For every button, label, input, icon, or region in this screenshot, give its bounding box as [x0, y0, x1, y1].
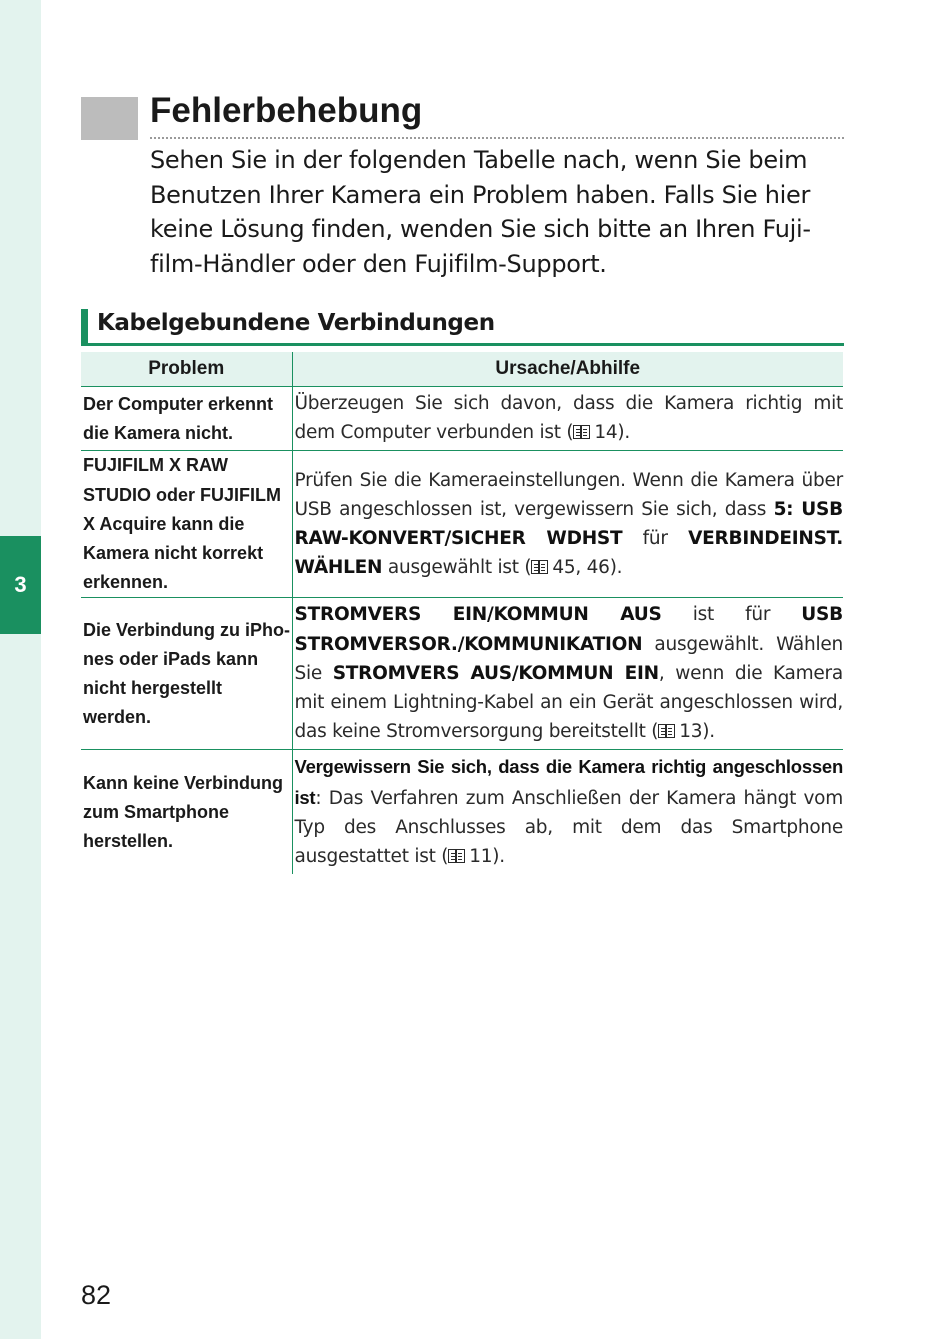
- page-title: Fehlerbehebung: [150, 91, 423, 130]
- cause-text: ausgewählt. Wählen Sie: [294, 633, 843, 684]
- cause-cell: [292, 598, 843, 750]
- menu-item-usb-raw: 5: USB RAW-KONVERT/SICHER WDHST: [294, 498, 843, 549]
- menu-item-stromvers-aus: STROMVERS AUS/KOMMUN EIN: [332, 662, 659, 684]
- page-ref: 11).: [469, 846, 505, 868]
- cause-text: Überzeugen Sie sich davon, dass die Kamera richtig mit dem Computer verbunden ist (: [294, 393, 843, 444]
- book-icon: [573, 425, 590, 439]
- chapter-number: 3: [14, 572, 27, 597]
- problem-cell: Kann keine Verbindung zum Smartphone herstellen.: [81, 750, 292, 874]
- page-ref: 45, 46).: [552, 557, 623, 579]
- page-ref: 13).: [679, 721, 715, 743]
- table-row: [81, 451, 843, 598]
- table-row: [81, 598, 843, 750]
- cause-text: ist für: [661, 604, 802, 626]
- header-cause: Ursache/Abhilfe: [292, 352, 843, 387]
- condition-text: Vergewissern Sie sich, dass die Kamera richtig angeschlossen ist: [294, 756, 843, 808]
- cause-cell: [292, 750, 843, 874]
- section-rule: [81, 343, 844, 346]
- intro-paragraph: Sehen Sie in der folgenden Tabelle nach, wenn Sie beim Benutzen Ihrer Kamera ein Problem haben. Falls Sie hier keine Lösung finden, wenden Sie sich bitte an Ihren Fuji-film-Händler oder den Fujifilm-Support.: [150, 146, 811, 278]
- menu-item-verbindeinst: VERBINDEINST. WÄHLEN: [294, 527, 844, 579]
- title-rule: [150, 137, 844, 139]
- book-icon: [448, 849, 465, 863]
- chapter-tab[interactable]: [0, 536, 41, 634]
- cause-cell: [292, 387, 843, 451]
- book-icon: [658, 724, 675, 738]
- title-block: [81, 97, 138, 140]
- section-bar: [81, 309, 88, 346]
- cause-text: für: [622, 527, 689, 549]
- table-header-row: [81, 352, 843, 387]
- page-number: 82: [81, 1280, 112, 1310]
- page-ref: 14).: [594, 422, 631, 444]
- side-strip: [0, 0, 41, 1339]
- troubleshooting-table: [81, 352, 843, 874]
- table-row: [81, 387, 843, 451]
- problem-cell: Der Computer erkennt die Kamera nicht.: [81, 387, 292, 451]
- cause-text: , wenn die Kamera mit einem Lightning-Kabel an ein Gerät angeschlossen wird, das keine Stromversorgung bereitstellt (: [294, 662, 843, 743]
- table-row: [81, 750, 843, 874]
- cause-cell: [292, 451, 843, 598]
- cause-text: Prüfen Sie die Kameraeinstellungen. Wenn die Kamera über USB angeschlossen ist, vergewissern Sie sich, dass: [294, 469, 843, 520]
- menu-item-usb-stromversor: USB STROMVERSOR./KOMMUNIKATION: [294, 604, 843, 655]
- menu-item-stromvers-ein: STROMVERS EIN/KOMMUN AUS: [294, 604, 662, 626]
- cause-text: : Das Verfahren zum Anschließen der Kamera hängt vom Typ des Anschlusses ab, mit dem das Smartphone ausgestattet ist (: [294, 787, 843, 868]
- book-icon: [531, 560, 548, 574]
- problem-cell: FUJIFILM X RAW STUDIO oder FUJIFILM X Acquire kann die Kamera nicht korrekt erkennen.: [81, 451, 292, 598]
- cause-text: ausgewählt ist (: [382, 557, 532, 579]
- problem-cell: Die Verbindung zu iPho-nes oder iPads kann nicht hergestellt werden.: [81, 598, 292, 750]
- header-problem: Problem: [81, 352, 292, 387]
- section-title: Kabelgebundene Verbindungen: [97, 310, 495, 336]
